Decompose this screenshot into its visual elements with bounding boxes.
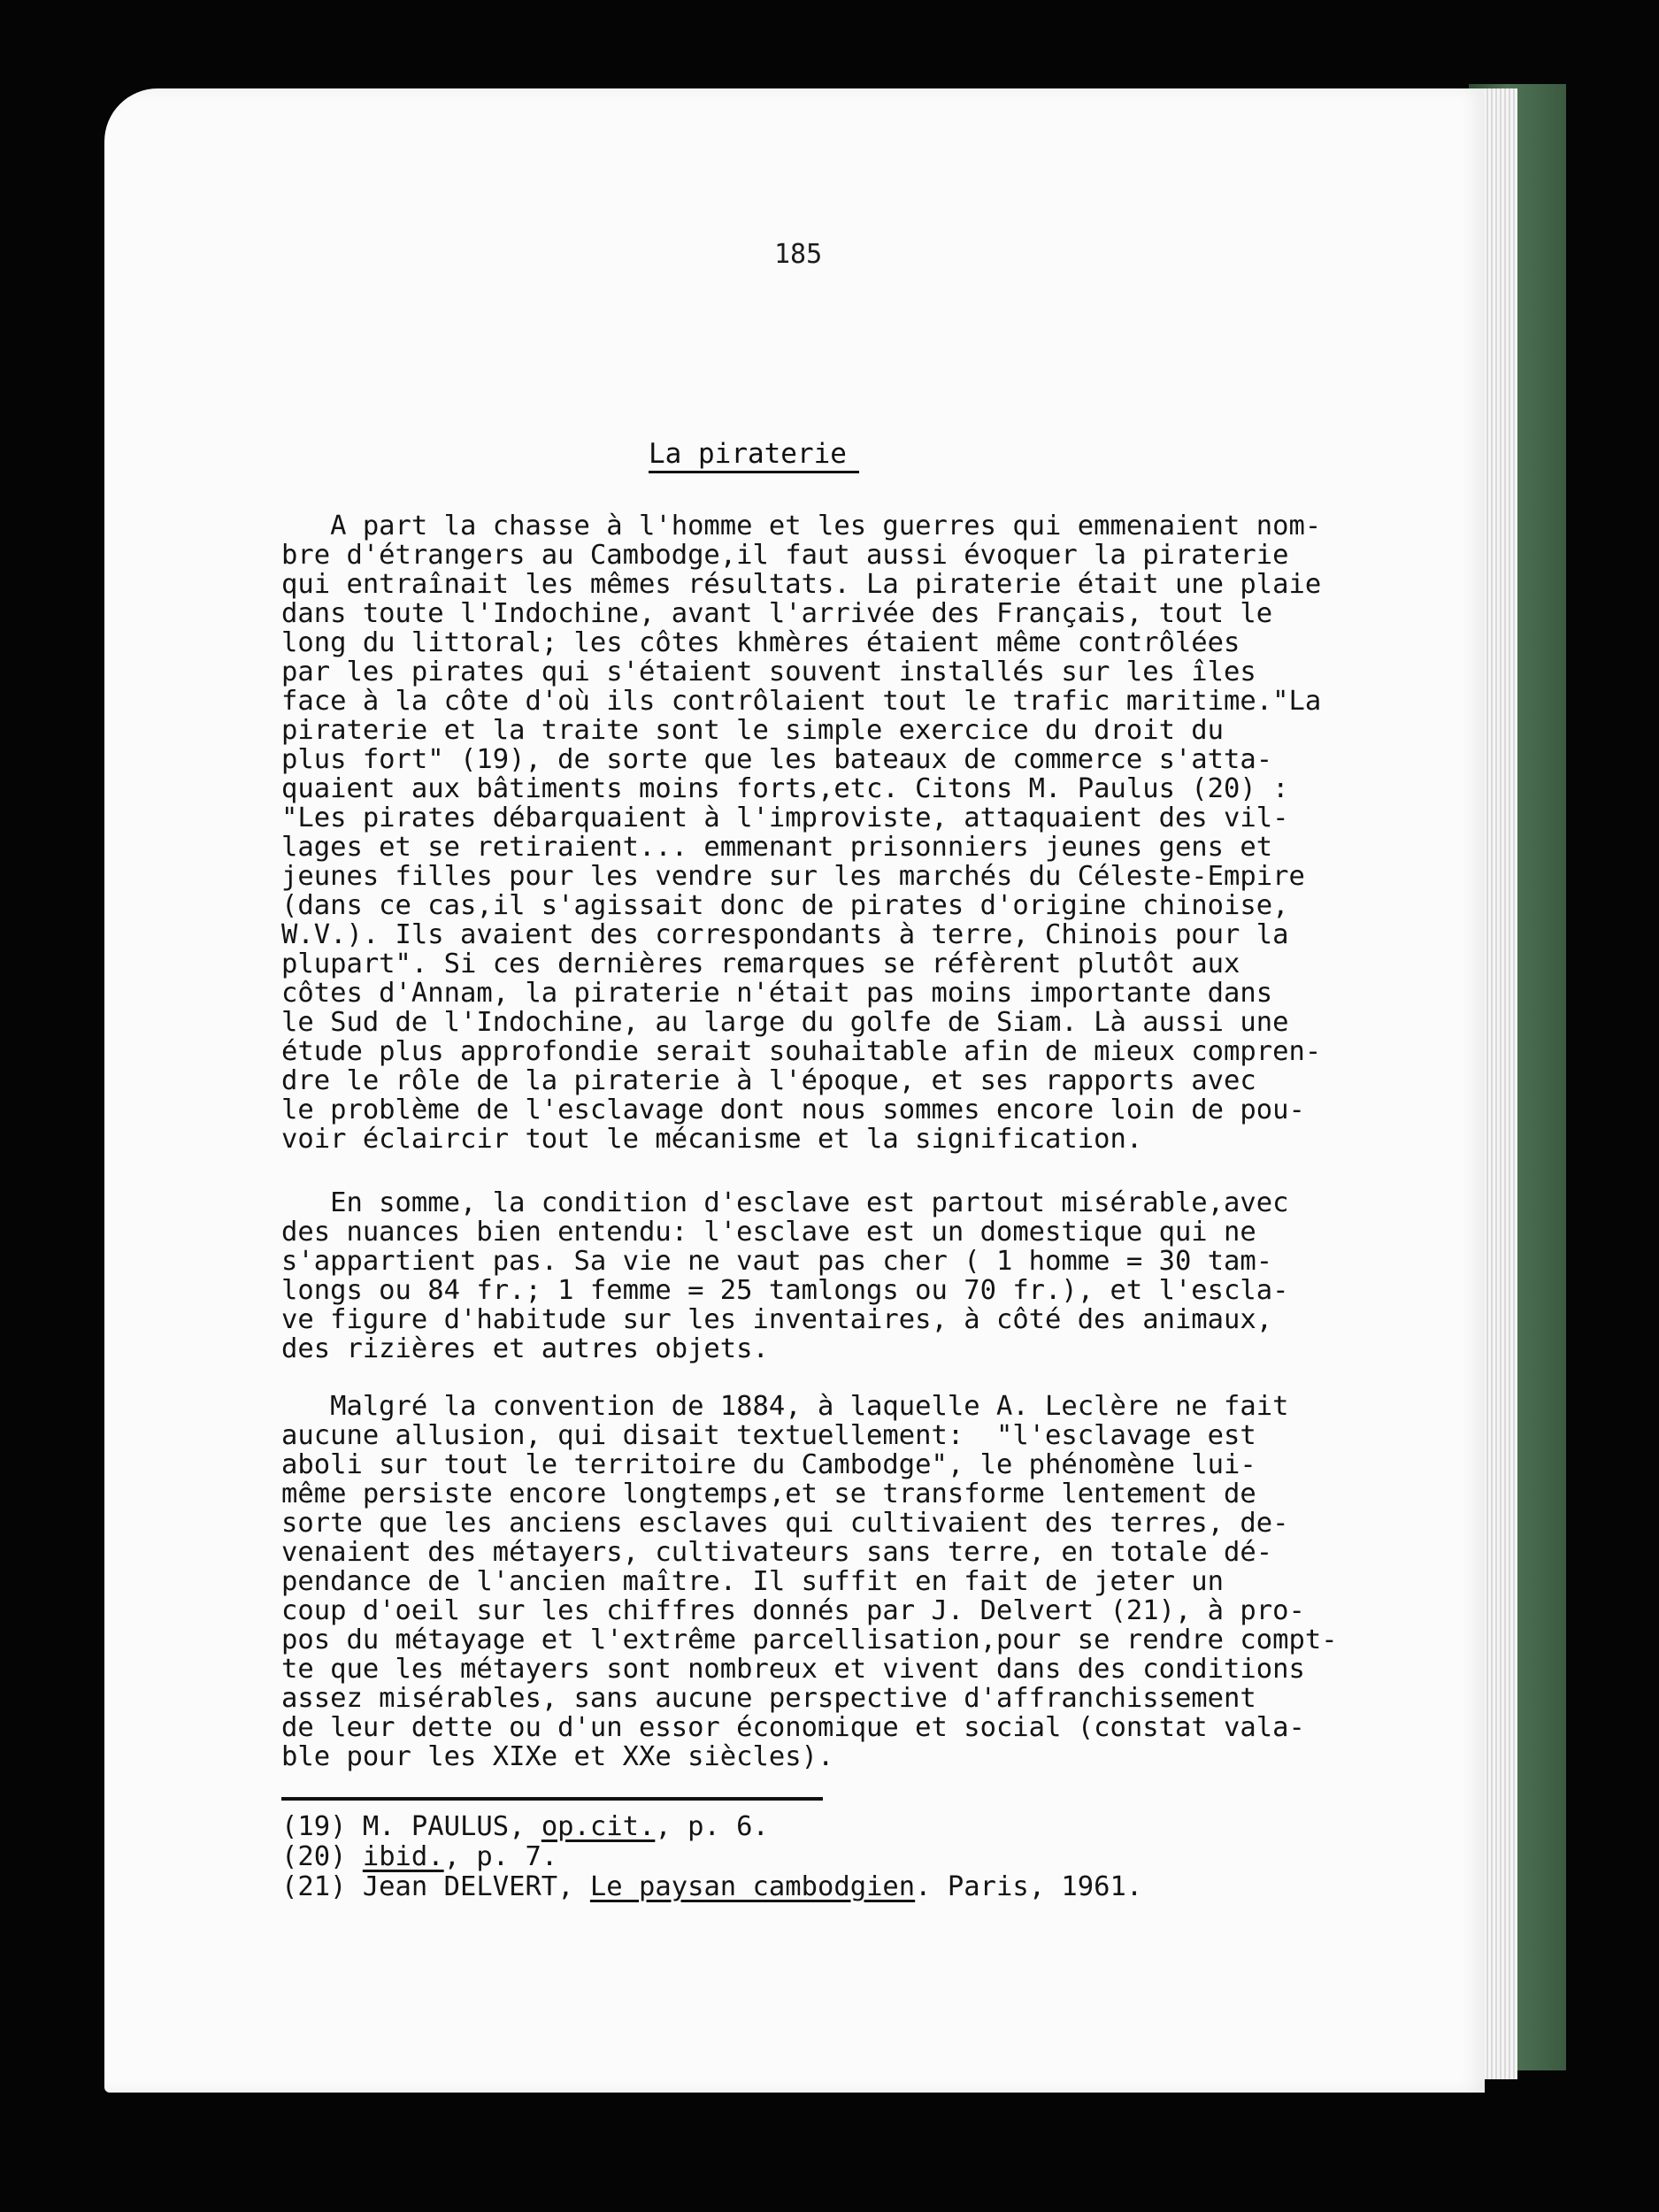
footnote-text: , p. 7. bbox=[443, 1841, 558, 1872]
text-line: A part la chasse à l'homme et les guerres qui emmenaient nom- bbox=[281, 511, 1322, 541]
text-line: W.V.). Ils avaient des correspondants à terre, Chinois pour la bbox=[281, 919, 1289, 950]
text-line: face à la côte d'où ils contrôlaient tout le trafic maritime."La bbox=[281, 686, 1322, 717]
text-line: "Les pirates débarquaient à l'improviste, attaquaient des vil- bbox=[281, 803, 1289, 833]
text-line: te que les métayers sont nombreux et vivent dans des conditions bbox=[281, 1654, 1305, 1685]
footnote-number: (19) bbox=[281, 1811, 347, 1842]
footnote-text: Jean DELVERT, bbox=[346, 1871, 590, 1902]
footnote-citation: op.cit. bbox=[541, 1811, 656, 1842]
text-line: de leur dette ou d'un essor économique et social (constat vala- bbox=[281, 1712, 1305, 1743]
text-line: des nuances bien entendu: l'esclave est un domestique qui ne bbox=[281, 1217, 1256, 1248]
page-number: 185 bbox=[774, 239, 823, 270]
text-line: assez misérables, sans aucune perspective d'affranchissement bbox=[281, 1683, 1256, 1714]
text-line: sorte que les anciens esclaves qui cultivaient des terres, de- bbox=[281, 1508, 1289, 1539]
text-line: plus fort" (19), de sorte que les bateaux de commerce s'atta- bbox=[281, 744, 1273, 775]
text-line: Malgré la convention de 1884, à laquelle A. Leclère ne fait bbox=[281, 1391, 1289, 1422]
footnote-citation: Le paysan cambodgien bbox=[589, 1871, 916, 1902]
footnote-21 bbox=[281, 1872, 1142, 1902]
footnote-text bbox=[346, 1841, 362, 1872]
footnotes bbox=[281, 1812, 1142, 1902]
text-line: aboli sur tout le territoire du Cambodge", le phénomène lui- bbox=[281, 1449, 1256, 1480]
text-line: qui entraînait les mêmes résultats. La piraterie était une plaie bbox=[281, 569, 1322, 600]
text-line: lages et se retiraient... emmenant prisonniers jeunes gens et bbox=[281, 832, 1273, 863]
text-line: En somme, la condition d'esclave est partout misérable,avec bbox=[281, 1187, 1289, 1218]
text-line: des rizières et autres objets. bbox=[281, 1333, 769, 1364]
text-line: dans toute l'Indochine, avant l'arrivée des Français, tout le bbox=[281, 598, 1273, 629]
text-line: pos du métayage et l'extrême parcellisation,pour se rendre compt- bbox=[281, 1624, 1338, 1655]
text-line: voir éclaircir tout le mécanisme et la signification. bbox=[281, 1124, 1143, 1155]
footnote-text: . Paris, 1961. bbox=[915, 1871, 1143, 1902]
paragraph-piracy bbox=[281, 511, 1325, 1154]
footnote-text: M. PAULUS, bbox=[346, 1811, 541, 1842]
text-line: jeunes filles pour les vendre sur les marchés du Céleste-Empire bbox=[281, 861, 1305, 892]
text-line: quaient aux bâtiments moins forts,etc. Citons M. Paulus (20) : bbox=[281, 773, 1289, 804]
text-line: le Sud de l'Indochine, au large du golfe de Siam. Là aussi une bbox=[281, 1007, 1289, 1038]
footnote-text: , p. 6. bbox=[655, 1811, 769, 1842]
paragraph-convention-1884 bbox=[281, 1391, 1338, 1772]
paragraph-slave-condition bbox=[281, 1188, 1325, 1363]
text-line: aucune allusion, qui disait textuellement: "l'esclavage est bbox=[281, 1420, 1256, 1451]
footnote-number: (20) bbox=[281, 1841, 347, 1872]
text-line: côtes d'Annam, la piraterie n'était pas moins importante dans bbox=[281, 978, 1273, 1009]
text-line: coup d'oeil sur les chiffres donnés par J. Delvert (21), à pro- bbox=[281, 1595, 1305, 1626]
section-title: La piraterie bbox=[649, 438, 859, 473]
text-line: s'appartient pas. Sa vie ne vaut pas cher ( 1 homme = 30 tam- bbox=[281, 1246, 1273, 1277]
text-line: ble pour les XIXe et XXe siècles). bbox=[281, 1741, 834, 1772]
footnote-citation: ibid. bbox=[362, 1841, 444, 1872]
footnote-19 bbox=[281, 1812, 1142, 1842]
text-line: le problème de l'esclavage dont nous sommes encore loin de pou- bbox=[281, 1094, 1305, 1125]
text-line: par les pirates qui s'étaient souvent installés sur les îles bbox=[281, 657, 1256, 687]
text-line: étude plus approfondie serait souhaitable afin de mieux compren- bbox=[281, 1036, 1322, 1067]
text-line: piraterie et la traite sont le simple exercice du droit du bbox=[281, 715, 1225, 746]
text-line: dre le rôle de la piraterie à l'époque, et ses rapports avec bbox=[281, 1065, 1256, 1096]
text-line: ve figure d'habitude sur les inventaires, à côté des animaux, bbox=[281, 1304, 1273, 1335]
text-line: (dans ce cas,il s'agissait donc de pirates d'origine chinoise, bbox=[281, 890, 1289, 921]
text-line: longs ou 84 fr.; 1 femme = 25 tamlongs ou 70 fr.), et l'escla- bbox=[281, 1275, 1289, 1306]
footnote-number: (21) bbox=[281, 1871, 347, 1902]
text-line: bre d'étrangers au Cambodge,il faut aussi évoquer la piraterie bbox=[281, 540, 1289, 571]
text-line: plupart". Si ces dernières remarques se réfèrent plutôt aux bbox=[281, 949, 1240, 979]
text-line: long du littoral; les côtes khmères étaient même contrôlées bbox=[281, 627, 1240, 658]
text-line: pendance de l'ancien maître. Il suffit en fait de jeter un bbox=[281, 1566, 1225, 1597]
text-line: même persiste encore longtemps,et se transforme lentement de bbox=[281, 1479, 1256, 1509]
footnote-separator bbox=[281, 1797, 823, 1801]
footnote-20 bbox=[281, 1842, 1142, 1872]
text-line: venaient des métayers, cultivateurs sans terre, en totale dé- bbox=[281, 1537, 1273, 1568]
